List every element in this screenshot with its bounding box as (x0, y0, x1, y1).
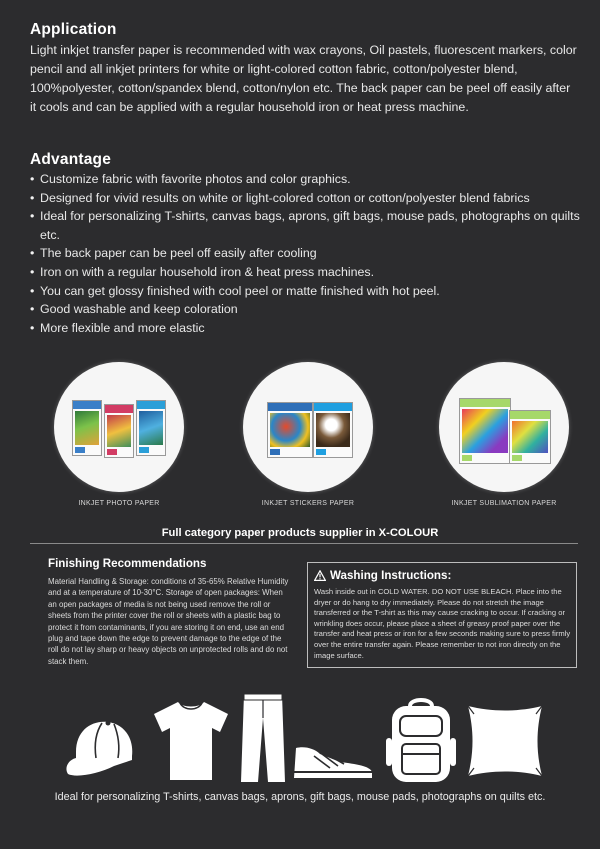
warning-icon (314, 570, 326, 581)
cap-icon (62, 714, 142, 782)
finishing-body: Material Handling & Storage: conditions of 35-65% Relative Humidity and at a temperature of 10-30°C. Storage of open packages: When an open packages of media is not being used remove the roll or sheets from the printer cover the roll or sheets with a plastic bag to protect it from contaminants, if you are storing it on end, use an end plug and tape down the edge to prevent damage to the edge of the roll do not lay sharp or heavy objects on unprotected rolls and do not stack them. (48, 577, 289, 666)
list-item: • You can get glossy finished with cool peel or matte finished with hot peel. (30, 282, 580, 301)
product-image (439, 362, 569, 492)
advantage-list (30, 170, 580, 337)
list-item: • The back paper can be peel off easily after cooling (30, 244, 580, 263)
list-item: • Ideal for personalizing T-shirts, canvas bags, aprons, gift bags, mouse pads, photographs on quilts etc. (30, 207, 580, 244)
pillow-icon (462, 700, 548, 782)
supplier-line: Full category paper products supplier in X-COLOUR (161, 527, 439, 539)
product-row (0, 362, 600, 522)
product-inkjet-stickers-paper (238, 362, 378, 507)
washing-box (307, 562, 577, 668)
finishing-title: Finishing Recommendations (48, 557, 207, 570)
washing-body: Wash inside out in COLD WATER. DO NOT USE BLEACH. Place into the dryer or do hang to dry immediately. Please do not stretch the image transferred or the T-shirt as this may cause cracking to occur. If cracking or wrinkling does occur, please place a sheet of greasy proof paper over the transfer and heat press or iron for a few seconds making sure to press firmly over the entire transfer again. Please remember to not iron directly on the image surface. (314, 587, 571, 660)
washing-heading (314, 569, 451, 582)
pants-icon (240, 692, 286, 784)
list-item: • Customize fabric with favorite photos and color graphics. (30, 170, 580, 189)
divider (30, 543, 578, 544)
product-caption: INKJET SUBLIMATION PAPER (451, 500, 557, 507)
backpack-icon (384, 696, 458, 784)
product-caption: INKJET PHOTO PAPER (78, 500, 160, 507)
list-item: • More flexible and more elastic (30, 319, 580, 338)
product-caption: INKJET STICKERS PAPER (261, 500, 355, 507)
bottom-line: Ideal for personalizing T-shirts, canvas bags, aprons, gift bags, mouse pads, photographs on quilts etc. (54, 791, 546, 803)
list-item: • Designed for vivid results on white or light-colored cotton or cotton/polyester blend fabrics (30, 189, 580, 208)
list-item: • Good washable and keep coloration (30, 300, 580, 319)
product-inkjet-photo-paper (49, 362, 189, 507)
product-inkjet-sublimation-paper (434, 362, 574, 507)
list-item: • Iron on with a regular household iron & heat press machines. (30, 263, 580, 282)
application-title: Application (30, 21, 117, 38)
product-image (243, 362, 373, 492)
t-shirt-icon (150, 698, 232, 782)
advantage-title: Advantage (30, 151, 112, 168)
product-image (54, 362, 184, 492)
product-icons (0, 690, 600, 790)
washing-title: Washing Instructions: (330, 569, 452, 582)
application-body: Light inkjet transfer paper is recommended with wax crayons, Oil pastels, fluorescent markers, color pencil and all inkjet printers for white or light-colored cotton fabric, cotton/polyester blend, 100%polyester, cotton/spandex blend, cotton/nylon etc. The back paper can be peel off easily after it cools and can be applied with a regular household iron or heat press machine. (30, 43, 577, 114)
sneaker-icon (290, 742, 374, 782)
